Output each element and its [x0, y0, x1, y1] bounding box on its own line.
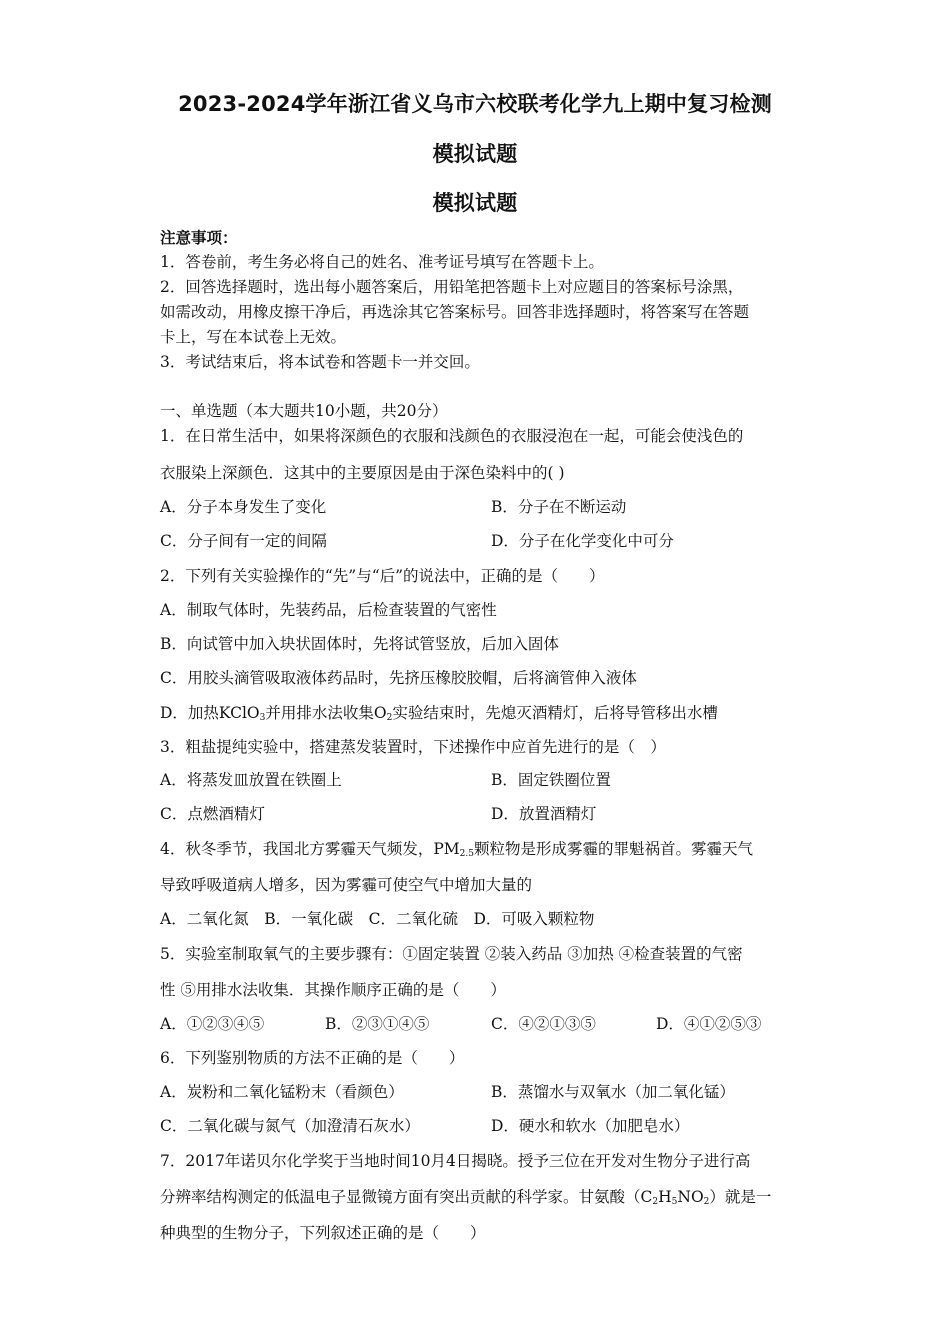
- question-3-option-a: A．将蒸发皿放置在铁圈上: [160, 771, 342, 789]
- notice-item-1: 1．答卷前，考生务必将自己的姓名、准考证号填写在答题卡上。: [160, 253, 604, 271]
- question-5-stem-line-2: 性 ⑤用排水法收集．其操作顺序正确的是（ ）: [160, 981, 506, 999]
- question-2-option-a: A．制取气体时，先装药品，后检查装置的气密性: [160, 601, 497, 619]
- question-6-option-a: A．炭粉和二氧化锰粉末（看颜色）: [160, 1083, 404, 1101]
- question-2-option-d-part-1: D．加热KClO: [160, 704, 260, 722]
- question-6-stem: 6．下列鉴别物质的方法不正确的是（ ）: [160, 1049, 465, 1067]
- question-1-option-c: C．分子间有一定的间隔: [160, 532, 327, 550]
- question-5-option-d: D．④①②⑤③: [656, 1015, 762, 1033]
- exam-title-line2: 模拟试题: [432, 142, 518, 166]
- question-4-stem-line-1: [160, 839, 753, 859]
- question-7-stem-line-2: [160, 1187, 771, 1207]
- question-6-option-d: D．硬水和软水（加肥皂水）: [491, 1117, 690, 1135]
- question-7-stem-line-3: 种典型的生物分子，下列叙述正确的是（ ）: [160, 1224, 486, 1242]
- question-5-option-c: C．④②①③⑤: [491, 1015, 596, 1033]
- question-7-stem-part-2: H: [658, 1188, 672, 1206]
- notice-item-2-line-3: 卡上，写在本试卷上无效。: [160, 328, 347, 346]
- exam-subtitle: 模拟试题: [432, 191, 518, 215]
- question-7-subscript-1: 2: [652, 1197, 659, 1207]
- question-1-option-a: A．分子本身发生了变化: [160, 498, 327, 516]
- question-4-stem-subscript: 2.5: [459, 849, 474, 859]
- question-3-option-b: B．固定铁圈位置: [491, 771, 611, 789]
- question-4-options: A．二氧化氮 B．一氧化碳 C．二氧化硫 D．可吸入颗粒物: [160, 910, 595, 928]
- question-5-option-b: B．②③①④⑤: [325, 1015, 430, 1033]
- question-2-option-d-subscript-2: 2: [386, 713, 393, 723]
- question-2-stem: 2．下列有关实验操作的“先”与“后”的说法中，正确的是（ ）: [160, 567, 605, 585]
- question-7-stem-part-3: NO: [677, 1188, 704, 1206]
- question-5-option-a: A．①②③④⑤: [160, 1015, 265, 1033]
- question-2-option-d-subscript-1: 3: [259, 713, 266, 723]
- question-2-option-d-part-2: 并用排水法收集O: [265, 704, 387, 722]
- question-4-stem-part-1: 4．秋冬季节，我国北方雾霾天气频发，PM: [160, 840, 460, 858]
- question-2-option-b: B．向试管中加入块状固体时，先将试管竖放，后加入固体: [160, 635, 559, 653]
- question-7-stem-part-1: 分辨率结构测定的低温电子显微镜方面有突出贡献的科学家。甘氨酸（C: [160, 1188, 653, 1206]
- question-3-option-d: D．放置酒精灯: [491, 805, 597, 823]
- question-3-option-c: C．点燃酒精灯: [160, 805, 265, 823]
- question-1-stem-line-2: 衣服染上深颜色．这其中的主要原因是由于深色染料中的( ): [160, 464, 565, 482]
- question-2-option-d-part-3: 实验结束时，先熄灭酒精灯，后将导管移出水槽: [392, 704, 718, 722]
- question-7-stem-part-4: ）就是一: [709, 1188, 772, 1206]
- question-4-stem-part-2: 颗粒物是形成雾霾的罪魁祸首。雾霾天气: [474, 840, 754, 858]
- notice-item-2-line-2: 如需改动，用橡皮擦干净后，再选涂其它答案标号。回答非选择题时，将答案写在答题: [160, 303, 750, 321]
- notice-heading: 注意事项：: [160, 228, 238, 247]
- question-2-option-c: C．用胶头滴管吸取液体药品时，先挤压橡胶胶帽，后将滴管伸入液体: [160, 669, 637, 687]
- question-3-stem: 3．粗盐提纯实验中，搭建蒸发装置时，下述操作中应首先进行的是（ ）: [160, 738, 666, 756]
- question-1-option-b: B．分子在不断运动: [491, 498, 627, 516]
- notice-item-3: 3．考试结束后，将本试卷和答题卡一并交回。: [160, 353, 480, 371]
- question-7-subscript-2: 5: [671, 1197, 678, 1207]
- question-1-option-d: D．分子在化学变化中可分: [491, 532, 674, 550]
- question-6-option-b: B．蒸馏水与双氧水（加二氧化锰）: [491, 1083, 735, 1101]
- question-2-option-d: [160, 703, 718, 723]
- question-4-stem-line-2: 导致呼吸道病人增多，因为雾霾可使空气中增加大量的: [160, 876, 533, 894]
- question-1-stem-line-1: 1．在日常生活中，如果将深颜色的衣服和浅颜色的衣服浸泡在一起，可能会使浅色的: [160, 427, 744, 445]
- exam-title: 2023-2024学年浙江省义乌市六校联考化学九上期中复习检测: [178, 92, 772, 116]
- question-5-stem-line-1: 5．实验室制取氧气的主要步骤有：①固定装置 ②装入药品 ③加热 ④检查装置的气密: [160, 945, 743, 963]
- section-heading: 一、单选题（本大题共10小题，共20分）: [160, 402, 448, 420]
- notice-item-2-line-1: 2．回答选择题时，选出每小题答案后，用铅笔把答题卡上对应题目的答案标号涂黑，: [160, 278, 744, 296]
- question-7-stem-line-1: 7．2017年诺贝尔化学奖于当地时间10月4日揭晓。授予三位在开发对生物分子进行高: [160, 1152, 751, 1170]
- question-7-subscript-3: 2: [703, 1197, 710, 1207]
- question-6-option-c: C．二氧化碳与氮气（加澄清石灰水）: [160, 1117, 420, 1135]
